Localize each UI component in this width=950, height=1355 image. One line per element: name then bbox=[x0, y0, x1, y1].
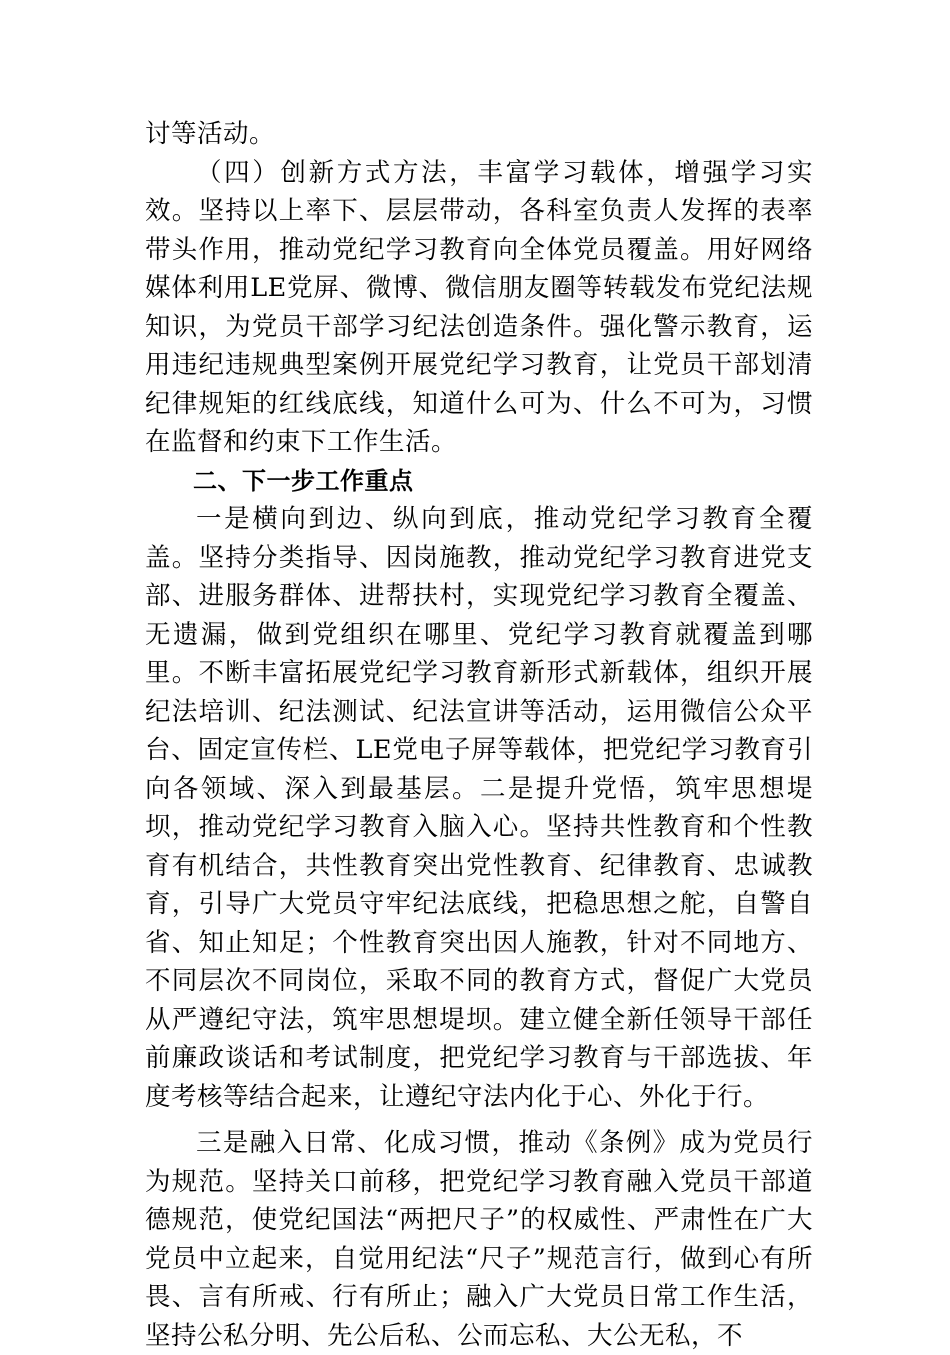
paragraph-spacer bbox=[145, 1116, 813, 1124]
paragraph-point-one-two: 一是横向到边、纵向到底，推动党纪学习教育全覆盖。坚持分类指导、因岗施教，推动党纪学习教育进党支部、进服务群体、进帮扶村，实现党纪学习教育全覆盖、无遗漏，做到党组织在哪里、党纪学习教育就覆盖到哪里。不断丰富拓展党纪学习教育新形式新载体，组织开展纪法培训、纪法测试、纪法宣讲等活动，运用微信公众平台、固定宣传栏、LE党电子屏等载体，把党纪学习教育引向各领域、深入到最基层。二是提升党悟，筑牢思想堤坝，推动党纪学习教育入脑入心。坚持共性教育和个性教育有机结合，共性教育突出党性教育、纪律教育、忠诚教育，引导广大党员守牢纪法底线，把稳思想之舵，自警自省、知止知足；个性教育突出因人施教，针对不同地方、不同层次不同岗位，采取不同的教育方式，督促广大党员从严遵纪守法，筑牢思想堤坝。建立健全新任领导干部任前廉政谈话和考试制度，把党纪学习教育与干部选拔、年度考核等结合起来，让遵纪守法内化于心、外化于行。 bbox=[145, 504, 813, 1112]
document-page bbox=[145, 115, 813, 1355]
section-heading-next-steps: 二、下一步工作重点 bbox=[193, 466, 414, 495]
paragraph-point-three: 三是融入日常、化成习惯，推动《条例》成为党员行为规范。坚持关口前移，把党纪学习教育融入党员干部道德规范，使党纪国法“两把尺子”的权威性、严肃性在广大党员中立起来，自觉用纪法“尺子”规范言行，做到心有所畏、言有所戒、行有所止；融入广大党员日常工作生活，坚持公私分明、先公后私、公而忘私、大公无私，不 bbox=[145, 1128, 813, 1351]
paragraph-continuation: 讨等活动。 bbox=[145, 119, 276, 149]
paragraph-section-four: （四）创新方式方法，丰富学习载体，增强学习实效。坚持以上率下、层层带动，各科室负责人发挥的表率带头作用，推动党纪学习教育向全体党员覆盖。用好网络媒体利用LE党屏、微博、微信朋友圈等转载发布党纪法规知识，为党员干部学习纪法创造条件。强化警示教育，运用违纪违规典型案例开展党纪学习教育，让党员干部划清纪律规矩的红线底线，知道什么可为、什么不可为，习惯在监督和约束下工作生活。 bbox=[145, 157, 813, 457]
